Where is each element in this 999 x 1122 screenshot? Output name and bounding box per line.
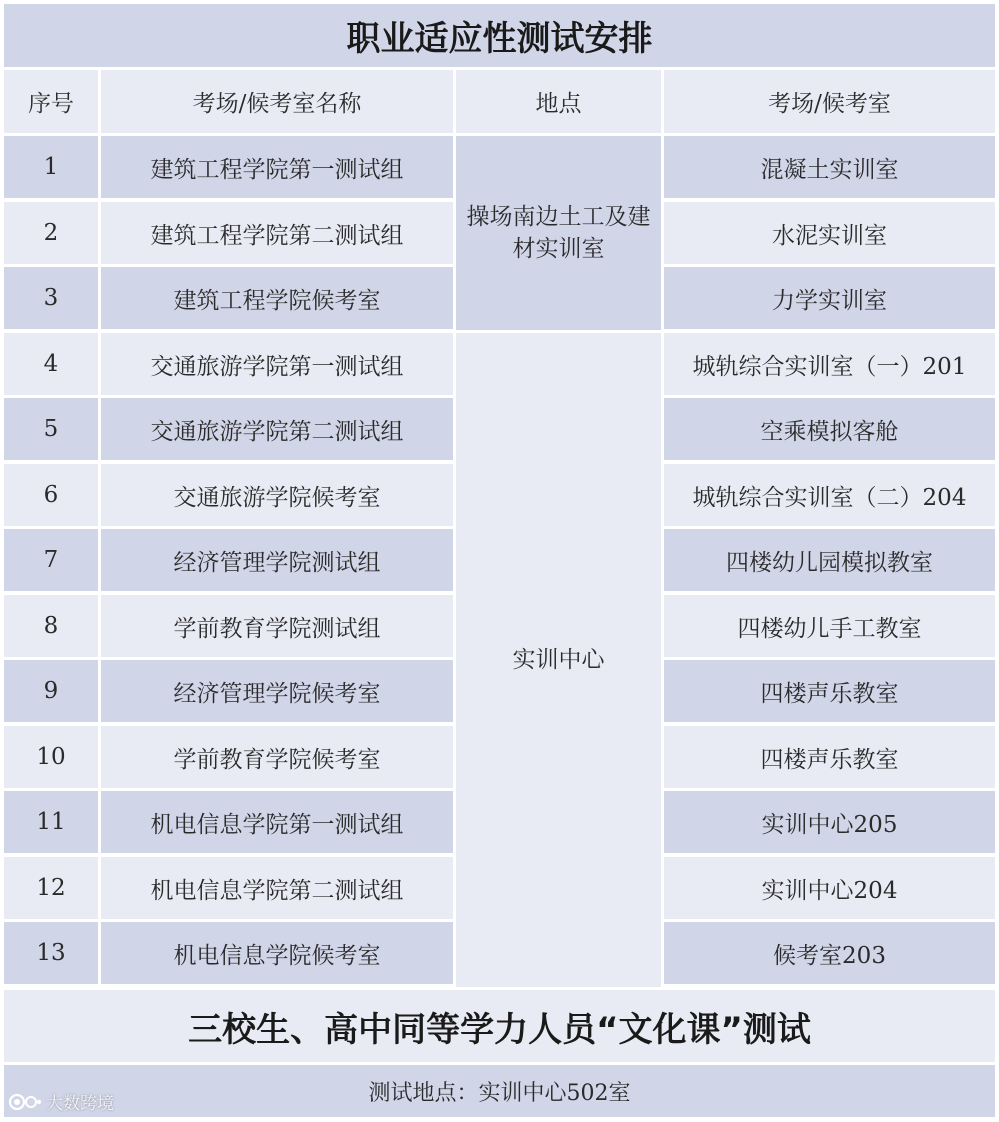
row-name: 建筑工程学院第一测试组 [101,136,453,198]
row-index: 11 [4,791,98,853]
watermark-logo-icon [8,1092,42,1112]
row-room: 混凝土实训室 [664,136,995,198]
row-index: 3 [4,267,98,329]
header-name: 考场/候考室名称 [101,70,453,133]
row-room: 空乘模拟客舱 [664,398,995,460]
row-name: 交通旅游学院第一测试组 [101,333,453,395]
row-room: 水泥实训室 [664,202,995,264]
row-name: 机电信息学院候考室 [101,922,453,984]
row-room: 候考室203 [664,922,995,984]
row-index: 4 [4,333,98,395]
row-index: 10 [4,726,98,788]
row-room: 四楼幼儿园模拟教室 [664,529,995,591]
watermark [8,1089,114,1114]
row-room: 城轨综合实训室（二）204 [664,464,995,526]
row-name: 建筑工程学院候考室 [101,267,453,329]
row-index: 13 [4,922,98,984]
row-room: 城轨综合实训室（一）201 [664,333,995,395]
row-name: 学前教育学院测试组 [101,595,453,657]
page-title: 职业适应性测试安排 [4,4,995,67]
row-room: 实训中心204 [664,857,995,919]
location-cell-group1: 操场南边土工及建材实训室 [456,136,661,330]
row-index: 2 [4,202,98,264]
culture-test-location: 测试地点：实训中心502室 [4,1065,995,1117]
row-room: 四楼幼儿手工教室 [664,595,995,657]
row-index: 8 [4,595,98,657]
location-cell-group2: 实训中心 [456,333,661,987]
row-name: 交通旅游学院第二测试组 [101,398,453,460]
row-name: 交通旅游学院候考室 [101,464,453,526]
watermark-text: 大数跨境 [46,1094,114,1114]
row-name: 学前教育学院候考室 [101,726,453,788]
header-location: 地点 [456,70,661,133]
row-index: 9 [4,660,98,722]
row-index: 7 [4,529,98,591]
row-name: 经济管理学院测试组 [101,529,453,591]
row-room: 实训中心205 [664,791,995,853]
row-room: 四楼声乐教室 [664,726,995,788]
row-room: 力学实训室 [664,267,995,329]
header-index: 序号 [4,70,98,133]
culture-test-title: 三校生、高中同等学力人员“文化课”测试 [4,990,995,1062]
row-name: 建筑工程学院第二测试组 [101,202,453,264]
row-index: 6 [4,464,98,526]
row-room: 四楼声乐教室 [664,660,995,722]
row-index: 12 [4,857,98,919]
row-name: 机电信息学院第一测试组 [101,791,453,853]
row-name: 机电信息学院第二测试组 [101,857,453,919]
row-name: 经济管理学院候考室 [101,660,453,722]
row-index: 5 [4,398,98,460]
header-room: 考场/候考室 [664,70,995,133]
row-index: 1 [4,136,98,198]
